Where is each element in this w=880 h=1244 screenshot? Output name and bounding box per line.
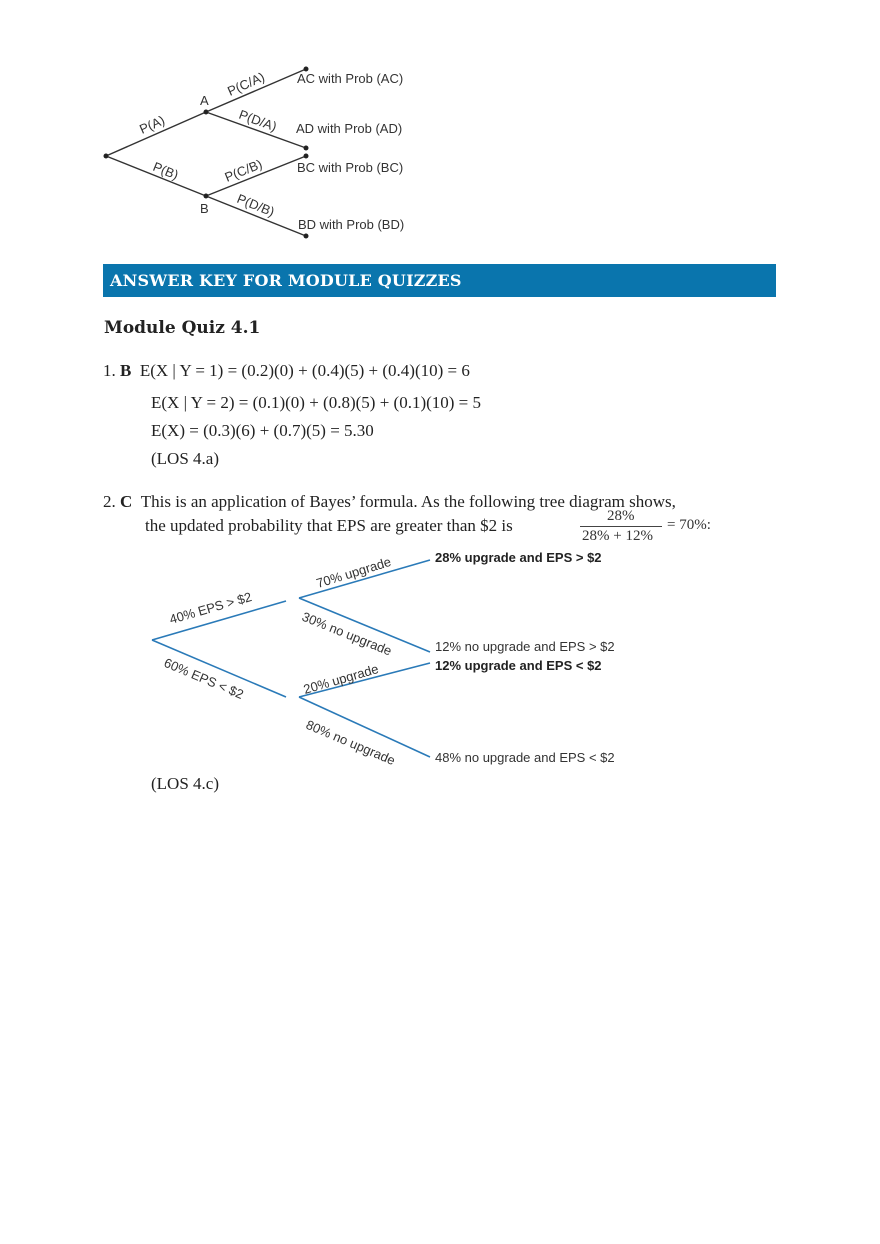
edge-label-pdb: P(D/B) [234,190,277,220]
branch-label-eps-lt: 60% EPS < $2 [161,654,246,702]
edge-label-pb: P(B) [150,158,181,183]
fraction-numerator: 28% [607,508,635,524]
q2-text-2: the updated probability that EPS are greater than $2 is [145,516,513,535]
leaf-bd-dot [304,234,309,239]
bayes-tree-diagram [0,540,880,780]
q2-line1 [103,492,676,512]
outcome-bd: BD with Prob (BD) [298,217,405,232]
fraction-result: = 70%: [667,517,711,533]
branch-label-eps-gt: 40% EPS > $2 [167,589,254,627]
outcome-noupgrade-eps-lt: 48% no upgrade and EPS < $2 [435,750,615,765]
node-a-dot [204,110,209,115]
q2-text-1: This is an application of Bayes’ formula. As the following tree diagram shows, [140,492,676,511]
outcome-bc: BC with Prob (BC) [297,160,404,175]
outcome-upgrade-eps-gt: 28% upgrade and EPS > $2 [435,550,602,565]
fraction-denominator: 28% + 12% [582,528,653,544]
branch-label-upgrade-20: 20% upgrade [301,661,381,697]
q2-answer: C [120,492,133,511]
edge-label-pcb: P(C/B) [222,156,265,185]
edge-label-pa: P(A) [137,112,167,137]
outcome-noupgrade-eps-gt: 12% no upgrade and EPS > $2 [435,639,615,654]
q1-los: (LOS 4.a) [151,449,219,468]
outcome-upgrade-eps-lt: 12% upgrade and EPS < $2 [435,658,602,673]
leaf-ad-dot [304,146,309,151]
node-b-label: B [200,201,209,216]
q1-expected-y2: E(X | Y = 2) = (0.1)(0) + (0.8)(5) + (0.1)(10) = 5 [151,393,482,412]
branch-label-upgrade-70: 70% upgrade [314,553,393,591]
branch-label-noupgrade-80: 80% no upgrade [303,716,398,769]
q1-expected-y1: E(X | Y = 1) = (0.2)(0) + (0.4)(5) + (0.4)(10) = 6 [139,361,470,380]
outcome-ad: AD with Prob (AD) [296,121,403,136]
node-a-label: A [200,93,209,108]
module-quiz-title: Module Quiz 4.1 [104,318,261,338]
fraction-bar [580,526,662,527]
edge-label-pda: P(D/A) [236,106,279,135]
root-node [104,154,109,159]
leaf-bc-dot [304,154,309,159]
outcome-ac: AC with Prob (AC) [297,71,404,86]
banner-title: ANSWER KEY FOR MODULE QUIZZES [110,271,462,290]
branch-label-noupgrade-30: 30% no upgrade [299,608,394,659]
answer-key-banner [103,264,776,297]
q1-line1 [103,361,470,381]
edge-label-pca: P(C/A) [225,69,267,99]
q2-los: (LOS 4.c) [151,774,219,793]
q1-expected-x: E(X) = (0.3)(6) + (0.7)(5) = 5.30 [151,421,374,440]
q1-number: 1. [103,361,116,380]
node-b-dot [204,194,209,199]
q2-number: 2. [103,492,116,511]
probability-tree-diagram [0,0,880,250]
q1-answer: B [120,361,132,380]
